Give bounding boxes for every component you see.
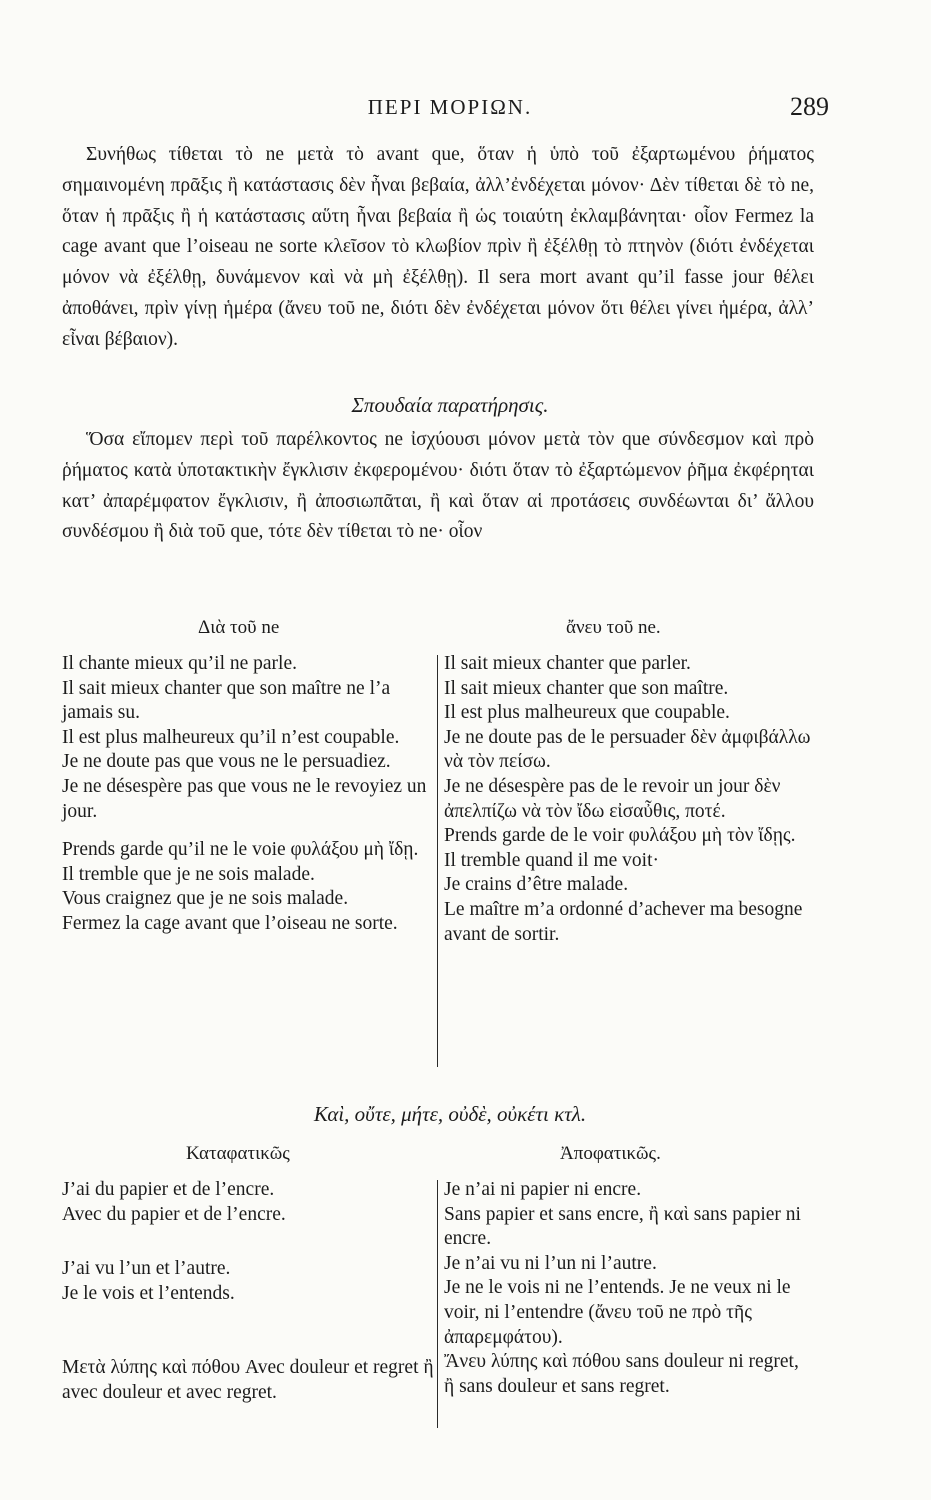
left-column-header: Διὰ τοῦ ne: [198, 617, 280, 638]
example-item: J’ai du papier et de l’encre.: [62, 1179, 275, 1200]
example-item: Je ne désespère pas de le revoir un jour δὲν ἀπελπίζω νὰ τὸν ἴδω εἰσαὖθις, ποτέ.: [444, 775, 781, 822]
page-number: 289: [790, 92, 829, 121]
example-item: Il tremble quand il me voit·: [444, 849, 659, 871]
example-item: Je crains d’être malade.: [444, 874, 629, 896]
example-item: Vous craignez que je ne sois malade.: [62, 888, 349, 910]
negative-header: Ἀποφατικῶς.: [560, 1143, 661, 1164]
right-examples: [444, 652, 812, 947]
example-item: Le maître m’a ordonné d’achever ma besogne avant de sortir.: [444, 898, 803, 945]
example-item: J’ai vu l’un et l’autre.: [62, 1258, 231, 1280]
affirmative-header: Καταφατικῶς: [186, 1143, 290, 1164]
example-item: Il sait mieux chanter que son maître ne l’a jamais su.: [62, 677, 391, 724]
example-item: Je ne désespère pas que vous ne le revoyiez un jour.: [62, 775, 427, 822]
intro-text: Συνήθως τίθεται τὸ ne μετὰ τὸ avant que, ὅταν ἡ ὑπὸ τοῦ ἐξαρτωμένου ῥήματος σημαινομένη πρᾶξις ἢ κατάστασις δὲν ἦναι βεβαία, ἀλλ’ἐνδέχεται μόνον· Δὲν τίθεται δὲ τὸ ne, ὅταν ἡ πρᾶξις ἢ ἡ κατάστασις αὕτη ἦναι βεβαία ἢ ὡς τοιαύτη ἐκλαμβάνηται· οἷον Fermez la cage avant que l’oiseau ne sorte κλεῖσον τὸ κλωβίον πρὶν ἢ ἐξέλθῃ τὸ πτηνὸν (διότι ἐνδέχεται μόνον νὰ ἐξέλθῃ, δυνάμενον καὶ νὰ μὴ ἐξέλθῃ). Il sera mort avant qu’il fasse jour θέλει ἀποθάνει, πρὶν γίνῃ ἡμέρα (ἄνευ τοῦ ne, διότι δὲν ἐνδέχεται μόνον ὅτι θέλει γίνει ἡμέρα, ἀλλ’ εἶναι βέβαιον).: [62, 144, 814, 350]
example-item: Sans papier et sans encre, ἢ καὶ sans papier ni encre.: [444, 1203, 801, 1250]
running-header: ΠΕΡΙ ΜΟΡΙΩΝ.: [367, 95, 533, 119]
intro-paragraph: [62, 140, 814, 356]
example-item: Je n’ai ni papier ni encre.: [444, 1179, 642, 1200]
example-item: Je n’ai vu ni l’un ni l’autre.: [444, 1252, 657, 1274]
example-item: Je ne doute pas que vous ne le persuadiez.: [62, 751, 391, 773]
example-item: Prends garde de le voir φυλάξου μὴ τὸν ἴδῃς.: [444, 825, 796, 847]
example-item: Je le vois et l’entends.: [62, 1282, 235, 1304]
example-item: Il est plus malheureux que coupable.: [444, 702, 730, 724]
note-paragraph: [62, 425, 814, 548]
section-heading-note: Σπουδαία παρατήρησις.: [351, 393, 549, 417]
example-item: Avec du papier et de l’encre.: [62, 1203, 286, 1225]
example-item: Il sait mieux chanter que parler.: [444, 653, 691, 674]
example-item: Je ne le vois ni ne l’entends. Je ne veux ni le voir, ni l’entendre (ἄνευ τοῦ ne πρὸ τῆς ἀπαρεμφάτου).: [444, 1277, 791, 1348]
example-item: Ἄνευ λύπης καὶ πόθου sans douleur ni regret, ἢ sans douleur et sans regret.: [444, 1351, 799, 1397]
column-divider: [437, 655, 438, 1067]
left-examples: [62, 652, 434, 937]
example-item: Fermez la cage avant que l’oiseau ne sorte.: [62, 912, 398, 934]
note-text: Ὅσα εἴπομεν περὶ τοῦ παρέλκοντος ne ἰσχύουσι μόνον μετὰ τὸν que σύνδεσμον καὶ πρὸ ῥήματος κατὰ ὑποτακτικὴν ἔγκλισιν ἐκφερομένου· διότι ὅταν τὸ ἐξαρτώμενον ῥῆμα ἐκφέρηται κατ’ ἀπαρέμφατον ἔγκλισιν, ἢ ἀποσιωπᾶται, ἢ καὶ ὅταν αἱ προτάσεις συνδέωνται δι’ ἄλλου συνδέσμου ἢ διὰ τοῦ que, τότε δὲν τίθεται τὸ ne· οἷον: [62, 429, 814, 543]
example-item: Prends garde qu’il ne le voie φυλάξου μὴ ἴδῃ.: [62, 839, 419, 861]
example-item: Μετὰ λύπης καὶ πόθου Avec douleur et regret ἢ avec douleur et avec regret.: [62, 1357, 434, 1403]
negative-examples: [444, 1178, 812, 1399]
affirmative-examples: [62, 1178, 434, 1406]
example-item: Il est plus malheureux qu’il n’est coupable.: [62, 726, 400, 748]
example-item: Il sait mieux chanter que son maître.: [444, 677, 729, 699]
right-column-header: ἄνευ τοῦ ne.: [566, 617, 661, 638]
section-heading-particles: Καὶ, οὔτε, μήτε, οὐδὲ, οὐκέτι κτλ.: [313, 1102, 587, 1126]
example-item: Je ne doute pas de le persuader δὲν ἀμφιβάλλω νὰ τὸν πείσω.: [444, 726, 811, 773]
example-item: Il chante mieux qu’il ne parle.: [62, 653, 297, 674]
column-divider: [437, 1180, 438, 1428]
example-item: Il tremble que je ne sois malade.: [62, 863, 315, 885]
